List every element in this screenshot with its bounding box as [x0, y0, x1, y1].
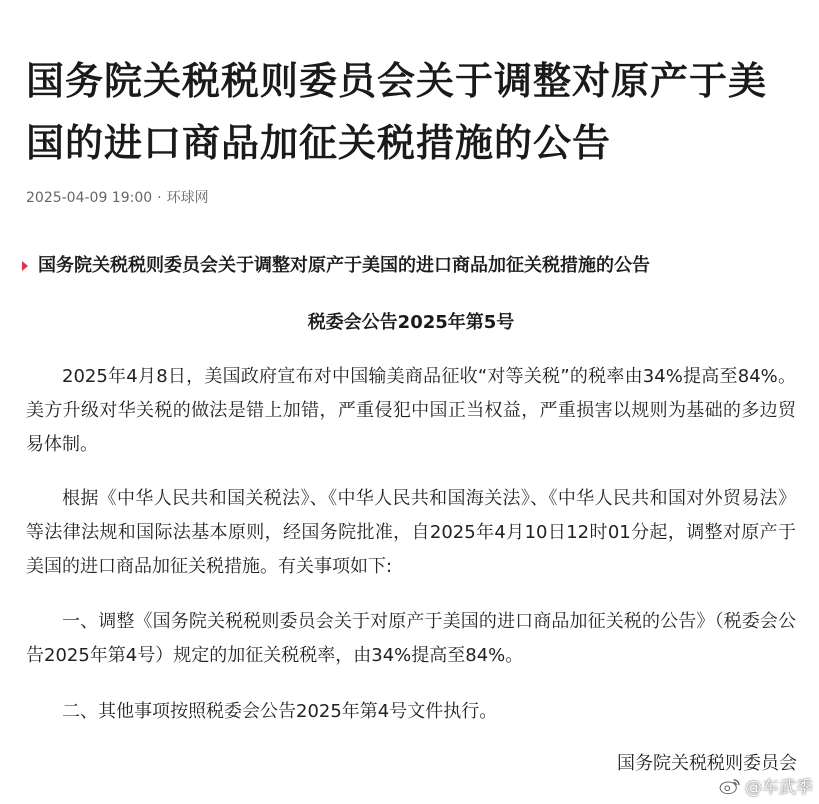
publish-datetime: 2025-04-09 19:00	[26, 190, 153, 206]
article-title: 国务院关税税则委员会关于调整对原产于美国的进口商品加征关税措施的公告	[26, 59, 768, 165]
triangle-marker-icon	[22, 261, 28, 271]
document-number: 税委会公告2025年第5号	[307, 312, 515, 333]
watermark-text: @车武季	[745, 778, 813, 798]
article-meta	[26, 188, 209, 208]
weibo-icon	[719, 777, 741, 795]
paragraph: 根据《中华人民共和国关税法》、《中华人民共和国海关法》、《中华人民共和国对外贸易法》等法律法规和国际法基本原则，经国务院批准，自2025年4月10日12时01分起，调整对原产于美国的进口商品加征关税措施。有关事项如下:	[26, 488, 796, 577]
paragraph: 2025年4月8日，美国政府宣布对中国输美商品征收“对等关税”的税率由34%提高至84%。美方升级对华关税的做法是错上加错，严重侵犯中国正当权益，严重损害以规则为基础的多边贸易体制。	[26, 366, 796, 455]
meta-separator: ·	[157, 190, 162, 206]
watermark	[719, 773, 813, 798]
section-heading	[22, 254, 802, 278]
signature: 国务院关税税则委员会	[617, 753, 797, 774]
section-heading-text: 国务院关税税则委员会关于调整对原产于美国的进口商品加征关税措施的公告	[38, 255, 650, 276]
paragraph: 二、其他事项按照税委会公告2025年第4号文件执行。	[62, 701, 498, 722]
paragraph: 一、调整《国务院关税税则委员会关于对原产于美国的进口商品加征关税的公告》（税委会公告2025年第4号）规定的加征关税税率，由34%提高至84%。	[26, 611, 796, 666]
source-name[interactable]: 环球网	[166, 190, 209, 206]
